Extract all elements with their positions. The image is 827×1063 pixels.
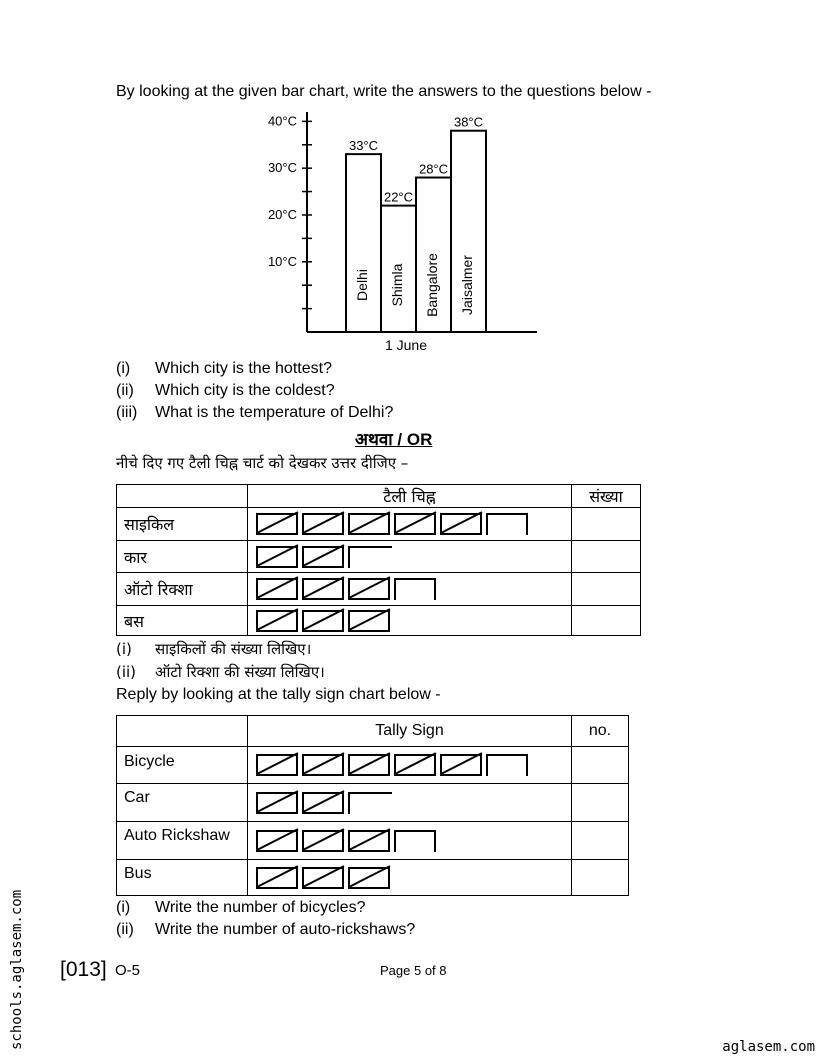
english-tally-table [116, 715, 629, 896]
question-en-1: (i) Which city is the hottest? [116, 360, 332, 377]
row-label: बस [117, 606, 248, 636]
table-row [117, 747, 629, 784]
count-cell [572, 784, 629, 822]
bar-delhi [346, 154, 381, 332]
paper-code: [013] [60, 958, 107, 981]
page-number: Page 5 of 8 [380, 963, 447, 978]
bar-value-label: 22°C [383, 189, 414, 205]
row-label: Car [117, 784, 248, 822]
question-en-auto-rickshaws: (ii) Write the number of auto-rickshaws? [116, 921, 416, 938]
count-cell [572, 747, 629, 784]
hindi-question-2: (ii) ऑटो रिक्शा की संख्या लिखिए। [116, 663, 325, 681]
question-en-bicycles: (i) Write the number of bicycles? [116, 899, 366, 916]
tally-marks-car [248, 784, 572, 822]
tally-marks-auto-rickshaw [248, 573, 572, 606]
english-tally-instruction: Reply by looking at the tally sign chart below - [116, 686, 441, 703]
x-axis-label: 1 June [384, 337, 428, 353]
english-header-count: no. [572, 716, 629, 747]
table-row [117, 508, 641, 541]
bar-category-label: Bangalore [424, 253, 441, 317]
row-label: Bus [117, 860, 248, 896]
tally-marks-bicycle [248, 508, 572, 541]
question-en-2: (ii) Which city is the coldest? [116, 382, 335, 399]
hindi-header-blank [117, 485, 248, 508]
count-cell [572, 822, 629, 860]
row-label: साइकिल [117, 508, 248, 541]
question-en-3: (iii) What is the temperature of Delhi? [116, 404, 394, 421]
bar-category-label: Jaisalmer [459, 255, 476, 315]
table-row [117, 784, 629, 822]
tally-marks-bus [248, 860, 572, 896]
table-row [117, 822, 629, 860]
count-cell [572, 508, 641, 541]
bar-value-label: 38°C [453, 114, 484, 130]
y-tick-label: 40°C [267, 113, 297, 129]
count-cell [572, 541, 641, 573]
paper-set: O-5 [115, 962, 141, 979]
side-watermark: schools.aglasem.com [9, 889, 25, 1050]
count-cell [572, 606, 641, 636]
hindi-header-tally: टैली चिह्न [248, 485, 572, 508]
row-label: ऑटो रिक्शा [117, 573, 248, 606]
hindi-question-1: (i) साइकिलों की संख्या लिखिए। [116, 640, 312, 658]
count-cell [572, 573, 641, 606]
bar-value-label: 33°C [348, 138, 379, 154]
row-label: Bicycle [117, 747, 248, 784]
hindi-header-count: संख्या [572, 485, 641, 508]
table-row [117, 541, 641, 573]
y-tick-label: 30°C [267, 160, 297, 176]
bar-category-label: Shimla [389, 263, 406, 307]
tally-marks-bus [248, 606, 572, 636]
tally-marks-car [248, 541, 572, 573]
y-tick-label: 20°C [267, 206, 297, 222]
count-cell [572, 860, 629, 896]
table-row [117, 573, 641, 606]
bar-category-label: Delhi [354, 269, 371, 301]
row-label: कार [117, 541, 248, 573]
bar-chart-instruction: By looking at the given bar chart, write the answers to the questions below - [116, 83, 652, 100]
temperature-bar-chart [250, 110, 550, 360]
tally-marks-auto-rickshaw [248, 822, 572, 860]
hindi-instruction: नीचे दिए गए टैली चिह्न चार्ट को देखकर उत्तर दीजिए – [116, 454, 409, 472]
row-label: Auto Rickshaw [117, 822, 248, 860]
hindi-tally-table [116, 484, 641, 636]
bar-value-label: 28°C [418, 161, 449, 177]
table-row [117, 606, 641, 636]
corner-watermark: aglasem.com [722, 1039, 815, 1055]
or-heading: अथवा / OR [355, 430, 433, 449]
tally-marks-bicycle [248, 747, 572, 784]
english-header-tally: Tally Sign [248, 716, 572, 747]
english-header-blank [117, 716, 248, 747]
table-row [117, 860, 629, 896]
y-tick-label: 10°C [267, 253, 297, 269]
